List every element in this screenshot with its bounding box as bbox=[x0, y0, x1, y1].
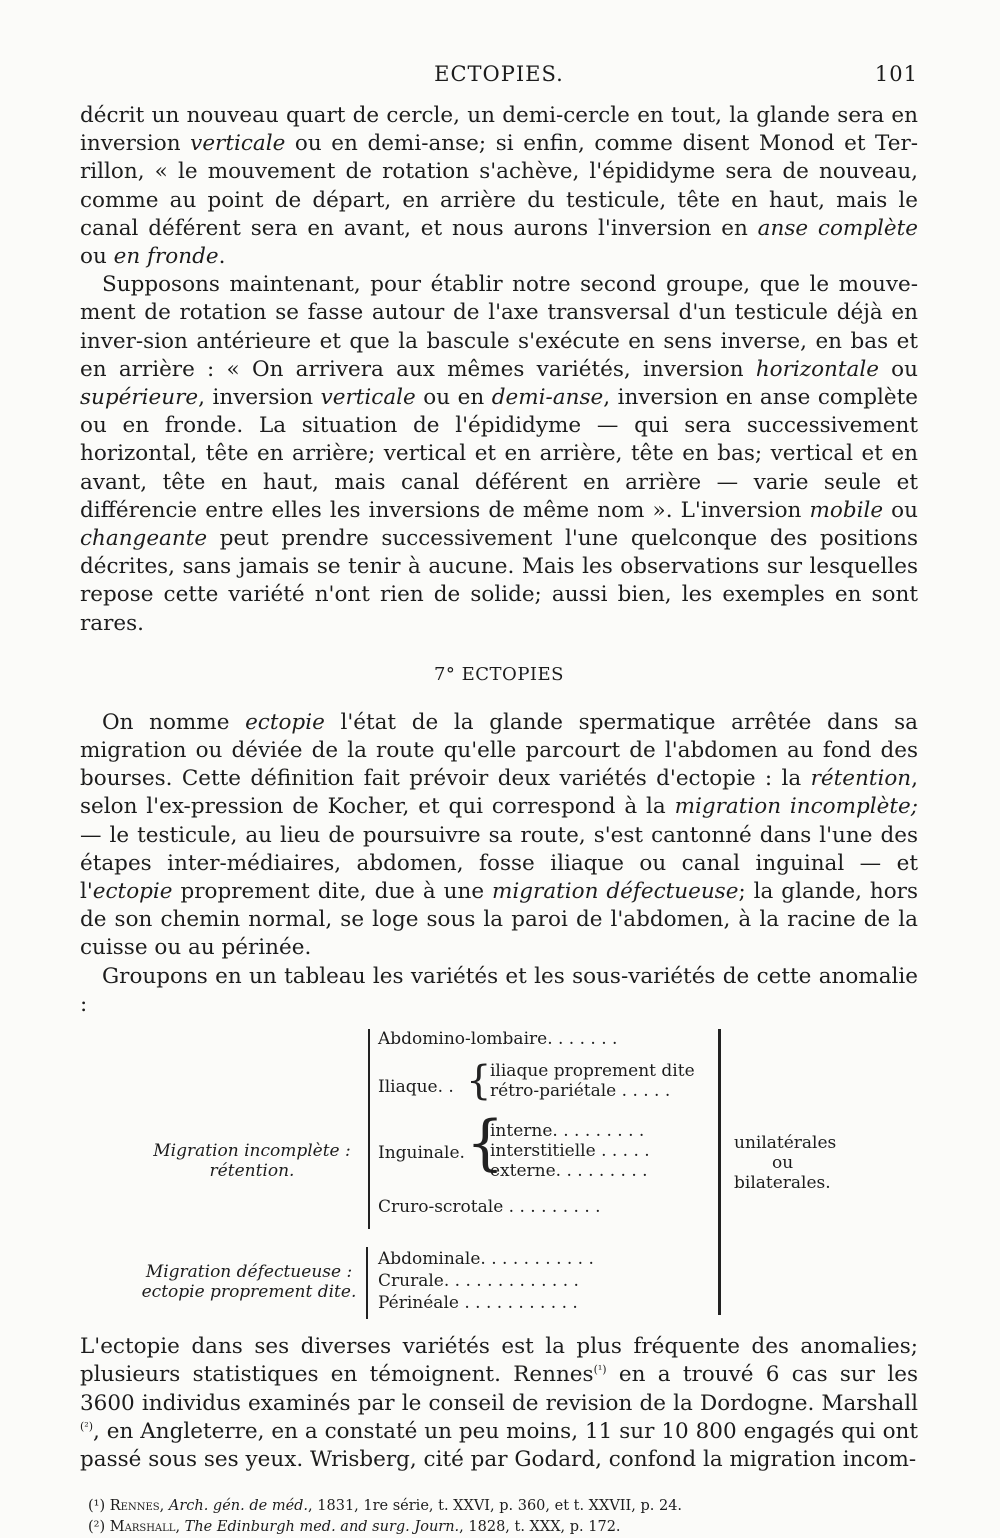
running-header bbox=[80, 62, 918, 102]
running-title: ECTOPIES. bbox=[434, 62, 564, 86]
footnote-2: (²) Marshall, The Edinburgh med. and surg. Journ., 1828, t. XXX, p. 172. bbox=[88, 1519, 621, 1536]
row-crurale: Crurale. . . . . . . . . . . . . bbox=[378, 1271, 579, 1292]
left-brace-1 bbox=[368, 1029, 370, 1229]
row-inguinale-sub3: externe. . . . . . . . . bbox=[490, 1161, 648, 1182]
row-iliaque-sub2: rétro-pariétale . . . . . bbox=[490, 1081, 671, 1102]
row-iliaque-sub1: iliaque proprement dite bbox=[490, 1061, 695, 1082]
group2-label-line2: ectopie proprement dite. bbox=[141, 1282, 357, 1303]
paragraph-5: L'ectopie dans ses diverses variétés est la plus fréquente des anomalies; plusieurs statistiques en témoignent. Rennes$^{(^1)}$ en a trouvé 6 cas sur les 3600 individus examinés par le conseil de revision de la Dordogne. Marshall $^{(^2)}$, en Angleterre, en a constaté un peu moins, 11 sur 10 800 engagés qui ont passé sous ses yeux. Wrisberg, cité par Godard, confond la migration incom- bbox=[80, 1334, 918, 1472]
footnote-1: (¹) Rennes, Arch. gén. de méd., 1831, 1re série, t. XXVI, p. 360, et t. XXVII, p. 24. bbox=[88, 1498, 683, 1515]
paragraph-2: Supposons maintenant, pour établir notre second groupe, que le mouve-ment de rotation se fasse autour de l'axe transversal d'un testicule déjà en inver-sion antérieure et que la bascule s'exécute en sens inverse, en bas et en arrière : « On arrivera aux mêmes variétés, inversion horizontale ou supérieure, inversion verticale ou en demi-anse, inversion en anse complète ou en fronde. La situation de l'épididyme — qui sera successivement horizontal, tête en arrière; vertical et en arrière, tête en bas; vertical et en avant, tête en haut, mais canal déférent en arrière — varie seule et différencie entre elles les inversions de même nom ». L'inversion mobile ou changeante peut prendre successivement l'une quelconque des positions décrites, sans jamais se tenir à aucune. Mais les observations sur lesquelles repose cette variété n'ont rien de solide; aussi bien, les exemples en sont rares. bbox=[80, 272, 918, 636]
row-inguinale-sub1: interne. . . . . . . . . bbox=[490, 1121, 645, 1142]
paragraph-4: Groupons en un tableau les variétés et les sous-variétés de cette anomalie : bbox=[80, 963, 918, 1017]
section-heading: 7° ECTOPIES bbox=[433, 663, 565, 685]
paragraph-1: décrit un nouveau quart de cercle, un demi-cercle en tout, la glande sera en inversion verticale ou en demi-anse; si enfin, comme disent Monod et Ter-rillon, « le mouvement de rotation s'achève, l'épididyme sera de nouveau, comme au point de départ, en arrière du testicule, tête en haut, mais le canal déférent sera en avant, et nous aurons l'inversion en anse complète ou en fronde. bbox=[80, 103, 919, 270]
right-label-line2: ou bbox=[772, 1153, 794, 1174]
right-brace bbox=[718, 1029, 721, 1315]
page-number: 101 bbox=[874, 62, 918, 86]
row-inguinale-sub2: interstitielle . . . . . bbox=[490, 1141, 650, 1162]
row-inguinale: Inguinale. bbox=[378, 1143, 465, 1164]
row-perineale: Périnéale . . . . . . . . . . . bbox=[378, 1293, 578, 1314]
brace-iliaque: { bbox=[466, 1058, 492, 1105]
footnotes bbox=[80, 1496, 918, 1538]
right-label-line1: unilatérales bbox=[734, 1133, 837, 1154]
row-cruro-scrotale: Cruro-scrotale . . . . . . . . . bbox=[378, 1197, 601, 1218]
row-abdomino-lombaire: Abdomino-lombaire. . . . . . . bbox=[378, 1029, 618, 1050]
right-label-line3: bilaterales. bbox=[734, 1173, 831, 1194]
paragraph-3: On nomme ectopie l'état de la glande spermatique arrêtée dans sa migration ou déviée de la route qu'elle parcourt de l'abdomen au fond des bourses. Cette définition fait prévoir deux variétés d'ectopie : la rétention, selon l'ex-pression de Kocher, et qui correspond à la migration incomplète; — le testicule, au lieu de poursuivre sa route, s'est cantonné dans l'une des étapes inter-médiaires, abdomen, fosse iliaque ou canal inguinal — et l'ectopie proprement dite, due à une migration défectueuse; la glande, hors de son chemin normal, se loge sous la paroi de l'abdomen, à la racine de la cuisse ou au périnée. bbox=[80, 709, 918, 961]
group1-label-line2: rétention. bbox=[209, 1161, 295, 1182]
classification-table bbox=[80, 1025, 918, 1333]
group1-label-line1: Migration incomplète : bbox=[153, 1141, 351, 1162]
left-brace-2 bbox=[366, 1247, 368, 1319]
footnote-ref-1: (¹) bbox=[593, 1363, 607, 1377]
page bbox=[80, 62, 918, 1538]
row-abdominale: Abdominale. . . . . . . . . . . bbox=[378, 1249, 594, 1270]
group2-label-line1: Migration défectueuse : bbox=[145, 1262, 353, 1283]
row-iliaque: Iliaque. . bbox=[378, 1077, 454, 1098]
brace-inguinale: { bbox=[466, 1108, 505, 1179]
footnote-ref-2: (²) bbox=[80, 1419, 93, 1433]
